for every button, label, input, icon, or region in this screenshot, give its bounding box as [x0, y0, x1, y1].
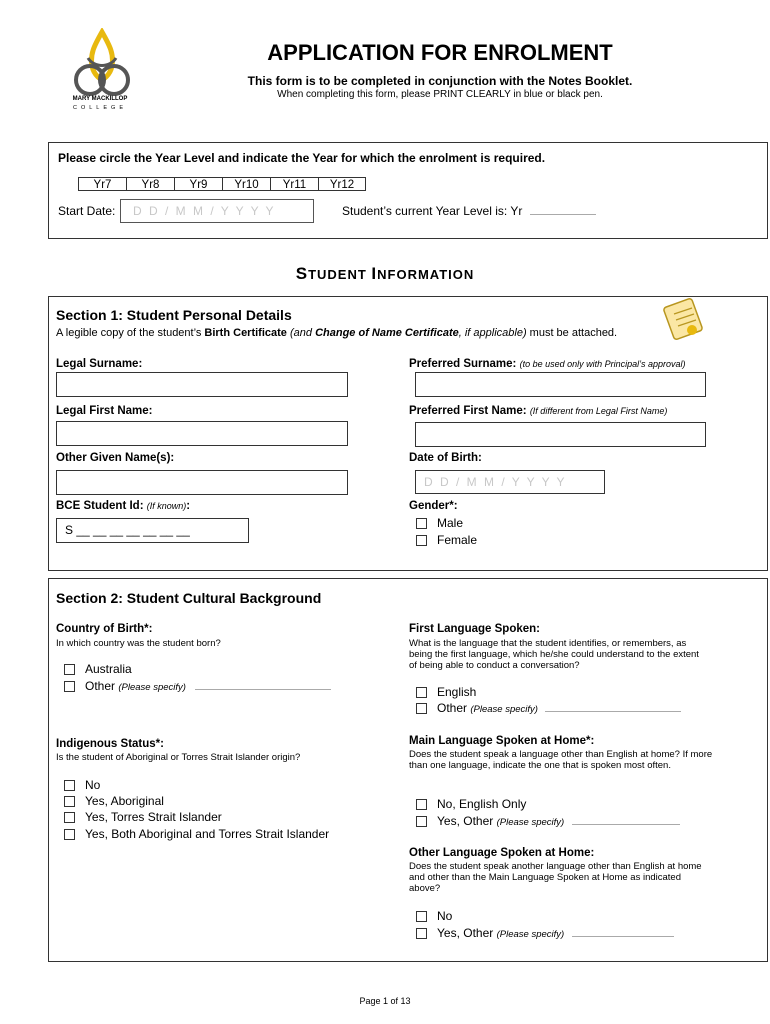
main-language-question: Does the student speak a language other than English at home? If more than one language, indicate the one that is spoken most often. [409, 749, 713, 771]
country-option-other[interactable]: Other (Please specify) [64, 678, 331, 695]
year-level-instruction: Please circle the Year Level and indicate the Year for which the enrolment is required. [58, 151, 546, 165]
indigenous-status-label: Indigenous Status*: [56, 738, 164, 750]
year-option-yr8[interactable]: Yr8 [126, 177, 174, 191]
checkbox-icon[interactable] [416, 535, 427, 546]
main-language-option-english-only[interactable]: No, English Only [416, 796, 526, 813]
bce-student-id-label: BCE Student Id: (If known): [56, 500, 191, 512]
certificate-icon [660, 296, 708, 342]
legal-surname-field[interactable] [56, 372, 348, 397]
first-language-other-field[interactable] [545, 711, 681, 712]
date-of-birth-field[interactable]: D D / M M / Y Y Y Y [415, 470, 605, 494]
college-subtitle: COLLEGE [73, 105, 127, 111]
form-title: APPLICATION FOR ENROLMENT [267, 40, 613, 65]
checkbox-icon[interactable] [64, 796, 75, 807]
checkbox-icon[interactable] [416, 911, 427, 922]
gender-option-female[interactable]: Female [416, 532, 477, 549]
checkbox-icon[interactable] [416, 687, 427, 698]
first-language-question: What is the language that the student identifies, or remembers, as being the first language, which he/she could understand to the extent of being able to conduct a conversation? [409, 638, 699, 671]
other-language-other-field[interactable] [572, 936, 674, 937]
country-of-birth-question: In which country was the student born? [56, 638, 221, 649]
year-option-yr9[interactable]: Yr9 [174, 177, 222, 191]
checkbox-icon[interactable] [416, 518, 427, 529]
student-information-heading: STUDENT INFORMATION [295, 264, 475, 283]
checkbox-icon[interactable] [64, 812, 75, 823]
date-of-birth-label: Date of Birth: [409, 452, 482, 464]
main-language-label: Main Language Spoken at Home*: [409, 735, 595, 747]
year-level-options [78, 177, 366, 191]
gender-label: Gender*: [409, 500, 458, 512]
legal-surname-label: Legal Surname: [56, 358, 143, 370]
indigenous-status-question: Is the student of Aboriginal or Torres Strait Islander origin? [56, 752, 301, 763]
current-year-level [342, 204, 596, 218]
main-language-option-other[interactable]: Yes, Other (Please specify) [416, 813, 680, 830]
first-language-option-other[interactable]: Other (Please specify) [416, 700, 681, 717]
college-name: MARY MACKILLOP [72, 96, 128, 102]
indigenous-option-torres-strait[interactable]: Yes, Torres Strait Islander [64, 809, 222, 826]
checkbox-icon[interactable] [416, 928, 427, 939]
bce-student-id-field[interactable]: S __ __ __ __ __ __ __ [56, 518, 249, 543]
checkbox-icon[interactable] [416, 703, 427, 714]
preferred-surname-label: Preferred Surname: (to be used only with Principal’s approval) [409, 358, 686, 370]
first-language-option-english[interactable]: English [416, 684, 476, 701]
indigenous-option-no[interactable]: No [64, 777, 100, 794]
country-other-field[interactable] [195, 689, 331, 690]
year-option-yr11[interactable]: Yr11 [270, 177, 318, 191]
section-1-title: Section 1: Student Personal Details [56, 307, 292, 323]
legal-first-name-field[interactable] [56, 421, 348, 446]
start-date-label: Start Date: [58, 204, 116, 218]
current-year-field[interactable] [530, 214, 596, 215]
checkbox-icon[interactable] [416, 799, 427, 810]
indigenous-option-both[interactable]: Yes, Both Aboriginal and Torres Strait Islander [64, 826, 329, 843]
other-language-label: Other Language Spoken at Home: [409, 847, 595, 859]
country-of-birth-label: Country of Birth*: [56, 623, 153, 635]
year-option-yr12[interactable]: Yr12 [318, 177, 366, 191]
legal-first-name-label: Legal First Name: [56, 405, 153, 417]
other-given-names-field[interactable] [56, 470, 348, 495]
gender-option-male[interactable]: Male [416, 515, 463, 532]
checkbox-icon[interactable] [64, 780, 75, 791]
checkbox-icon[interactable] [64, 664, 75, 675]
preferred-surname-field[interactable] [415, 372, 706, 397]
first-language-label: First Language Spoken: [409, 623, 540, 635]
main-language-other-field[interactable] [572, 824, 680, 825]
other-language-option-other[interactable]: Yes, Other (Please specify) [416, 925, 674, 942]
form-instruction: When completing this form, please PRINT CLEARLY in blue or black pen. [277, 89, 603, 100]
indigenous-option-aboriginal[interactable]: Yes, Aboriginal [64, 793, 164, 810]
year-option-yr7[interactable]: Yr7 [78, 177, 126, 191]
other-given-names-label: Other Given Name(s): [56, 452, 175, 464]
checkbox-icon[interactable] [416, 816, 427, 827]
form-subtitle: This form is to be completed in conjunction with the Notes Booklet. [247, 74, 633, 88]
preferred-first-name-label: Preferred First Name: (If different from Legal First Name) [409, 405, 668, 417]
checkbox-icon[interactable] [64, 681, 75, 692]
checkbox-icon[interactable] [64, 829, 75, 840]
section-2-title: Section 2: Student Cultural Background [56, 590, 322, 606]
other-language-question: Does the student speak another language other than English at home and other than the Main Language Spoken at Home as indicated above? [409, 861, 702, 894]
start-date-field[interactable]: D D / M M / Y Y Y Y [120, 199, 314, 223]
country-option-australia[interactable]: Australia [64, 661, 132, 678]
other-language-option-no[interactable]: No [416, 908, 452, 925]
year-option-yr10[interactable]: Yr10 [222, 177, 270, 191]
current-year-label: Student’s current Year Level is: Yr [342, 204, 523, 218]
page-number: Page 1 of 13 [359, 996, 411, 1006]
preferred-first-name-field[interactable] [415, 422, 706, 447]
section-1-note: A legible copy of the student’s Birth Certificate (and Change of Name Certificate, if applicable) must be attached. [56, 327, 618, 339]
